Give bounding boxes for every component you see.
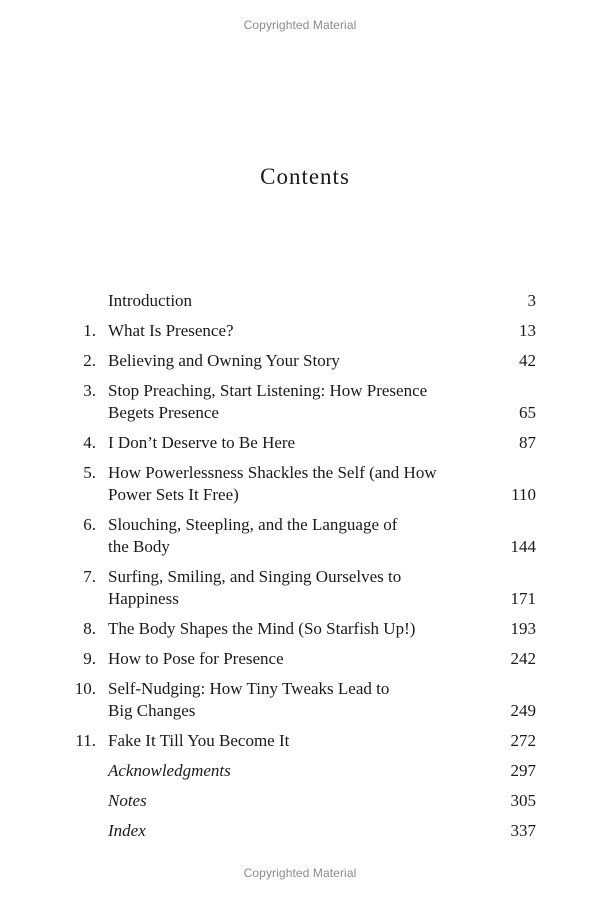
toc-entry (0, 648, 600, 670)
toc-entry-title (108, 760, 468, 782)
toc-title-line: The Body Shapes the Mind (So Starfish Up!) (108, 619, 416, 638)
page-title: Contents (260, 164, 350, 189)
watermark-bottom: Copyrighted Material (243, 866, 357, 880)
toc-title-line: Believing and Owning Your Story (108, 351, 340, 370)
toc-entry-title (108, 432, 468, 454)
toc-title-line: Stop Preaching, Start Listening: How Presence (108, 381, 428, 400)
toc-chapter-number: 4. (83, 433, 96, 452)
toc-entry-title (108, 820, 468, 842)
toc-title-line: Surfing, Smiling, and Singing Ourselves to (108, 567, 402, 586)
toc-title-line: What Is Presence? (108, 321, 234, 340)
toc-page-number: 42 (519, 351, 536, 370)
toc-page-number: 249 (510, 701, 536, 720)
toc-title-line: I Don’t Deserve to Be Here (108, 433, 296, 452)
toc-title-line: How Powerlessness Shackles the Self (and How (108, 463, 437, 482)
toc-entry (0, 566, 600, 610)
toc-title-line: Introduction (108, 291, 193, 310)
toc-chapter-number: 9. (83, 649, 96, 668)
toc-title-line: the Body (108, 537, 170, 556)
toc-page-number: 171 (510, 589, 536, 608)
toc-title-line: Big Changes (108, 701, 196, 720)
toc-page-number: 13 (519, 321, 536, 340)
toc-entry (0, 790, 600, 812)
toc-entry-title (108, 790, 468, 812)
toc-title-line: Index (108, 821, 146, 840)
toc-page-number: 87 (519, 433, 536, 452)
toc-entry (0, 432, 600, 454)
toc-page-number: 272 (510, 731, 536, 750)
toc-entry (0, 678, 600, 722)
toc-title-line: Notes (108, 791, 147, 810)
toc-chapter-number: 3. (83, 381, 96, 400)
table-of-contents (0, 290, 600, 850)
toc-entry (0, 820, 600, 842)
toc-chapter-number: 10. (74, 679, 96, 698)
toc-title-line: How to Pose for Presence (108, 649, 284, 668)
toc-chapter-number: 2. (83, 351, 96, 370)
toc-title-line: Fake It Till You Become It (108, 731, 290, 750)
toc-chapter-number: 5. (83, 463, 96, 482)
toc-chapter-number: 8. (83, 619, 96, 638)
toc-entry-title (108, 380, 468, 424)
toc-entry (0, 462, 600, 506)
toc-entry (0, 760, 600, 782)
toc-entry (0, 730, 600, 752)
toc-entry-title (108, 678, 468, 722)
toc-page-number: 242 (510, 649, 536, 668)
toc-entry-title (108, 350, 468, 372)
toc-chapter-number: 1. (83, 321, 96, 340)
toc-entry-title (108, 462, 468, 506)
toc-chapter-number: 11. (75, 731, 96, 750)
toc-chapter-number: 6. (83, 515, 96, 534)
toc-title-line: Self-Nudging: How Tiny Tweaks Lead to (108, 679, 390, 698)
toc-title-line: Power Sets It Free) (108, 485, 239, 504)
toc-entry (0, 290, 600, 312)
toc-page-number: 305 (510, 791, 536, 810)
toc-page-number: 144 (510, 537, 536, 556)
toc-entry (0, 514, 600, 558)
toc-entry-title (108, 320, 468, 342)
toc-page-number: 65 (519, 403, 536, 422)
toc-page-number: 297 (510, 761, 536, 780)
toc-entry (0, 618, 600, 640)
toc-entry-title (108, 514, 468, 558)
watermark-top: Copyrighted Material (243, 18, 357, 32)
toc-entry-title (108, 618, 468, 640)
toc-title-line: Acknowledgments (108, 761, 231, 780)
toc-entry (0, 380, 600, 424)
toc-title-line: Begets Presence (108, 403, 219, 422)
toc-title-line: Happiness (108, 589, 179, 608)
toc-page-number: 193 (510, 619, 536, 638)
toc-title-line: Slouching, Steepling, and the Language of (108, 515, 398, 534)
toc-entry-title (108, 730, 468, 752)
toc-page-number: 110 (511, 485, 536, 504)
toc-entry (0, 350, 600, 372)
toc-page-number: 337 (510, 821, 536, 840)
toc-entry-title (108, 566, 468, 610)
toc-page-number: 3 (527, 291, 536, 310)
toc-chapter-number: 7. (83, 567, 96, 586)
toc-entry (0, 320, 600, 342)
toc-entry-title (108, 648, 468, 670)
toc-entry-title (108, 290, 468, 312)
